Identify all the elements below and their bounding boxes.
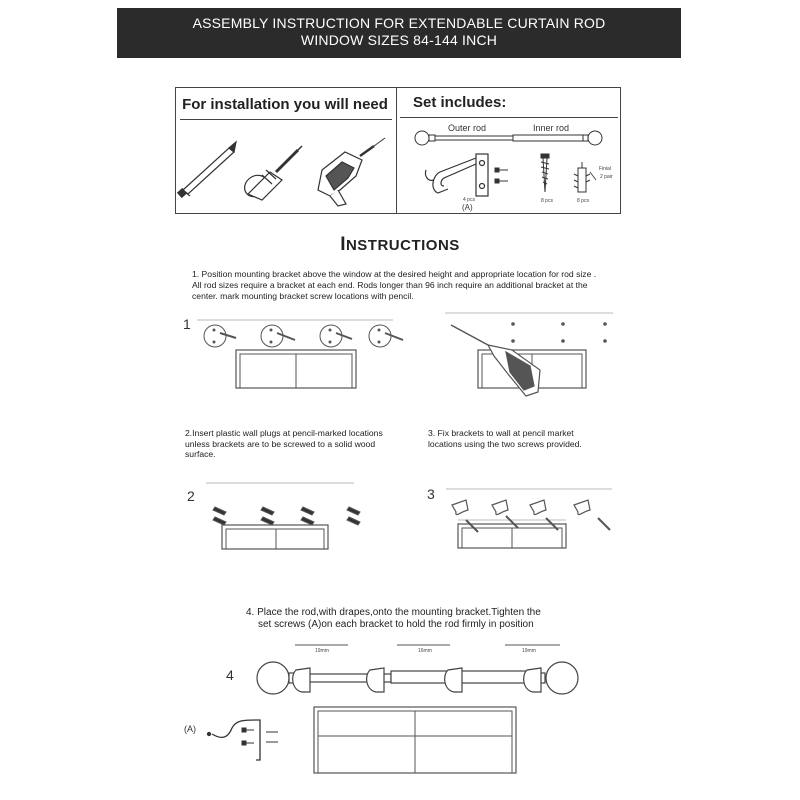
measure-label-left: 19mm bbox=[315, 648, 329, 654]
step-1-number: 1 bbox=[183, 316, 191, 332]
plug-quantity: 8 pcs bbox=[577, 198, 589, 204]
step-3-line: 3. Fix brackets to wall at pencil market bbox=[428, 428, 574, 438]
step-1-line: All rod sizes require a bracket at each end. Rods longer than 96 inch require an additional bracket at the bbox=[192, 280, 588, 290]
step-3-number: 3 bbox=[427, 486, 435, 502]
step-1-line: center. mark mounting bracket screw locations with pencil. bbox=[192, 290, 414, 301]
title-line-2: WINDOW SIZES 84-144 INCH bbox=[300, 32, 498, 48]
finial-label: Finial bbox=[599, 166, 611, 172]
measure-label-center: 16mm bbox=[418, 648, 432, 654]
step-1-line: 1. Position mounting bracket above the window at the desired height and appropriate location for rod size . bbox=[192, 269, 597, 279]
finial-quantity: 2 pair bbox=[600, 174, 613, 180]
step-4-line: 4. Place the rod,with drapes,onto the mounting bracket.Tighten the bbox=[246, 607, 541, 618]
instructions-heading-initial: I bbox=[340, 234, 346, 255]
instructions-heading-rest: NSTRUCTIONS bbox=[345, 237, 460, 254]
step-2-line: unless brackets are to be screwed to a solid wood bbox=[185, 438, 376, 449]
outer-rod-label: Outer rod bbox=[448, 123, 487, 133]
inner-rod-label: Inner rod bbox=[533, 123, 570, 133]
title-line-1: ASSEMBLY INSTRUCTION FOR EXTENDABLE CURTAIN ROD bbox=[192, 15, 606, 31]
bracket-quantity: 4 pcs bbox=[463, 197, 475, 203]
step-3-line: locations using the two screws provided. bbox=[428, 438, 582, 449]
includes-title: Set includes: bbox=[413, 94, 507, 111]
screw-quantity: 8 pcs bbox=[541, 198, 553, 204]
step-2-line: 2.Insert plastic wall plugs at pencil-marked locations bbox=[185, 428, 383, 438]
step-4-number: 4 bbox=[226, 667, 234, 683]
bracket-letter: (A) bbox=[462, 203, 473, 212]
bracket-detail-icon bbox=[208, 720, 261, 760]
step-4-line: set screws (A)on each bracket to hold the rod firmly in position bbox=[258, 619, 534, 630]
step-2-number: 2 bbox=[187, 488, 195, 504]
detail-label-a: (A) bbox=[184, 724, 196, 734]
tools-title: For installation you will need bbox=[182, 96, 388, 113]
step-2-line: surface. bbox=[185, 449, 216, 459]
measure-label-right: 19mm bbox=[522, 648, 536, 654]
